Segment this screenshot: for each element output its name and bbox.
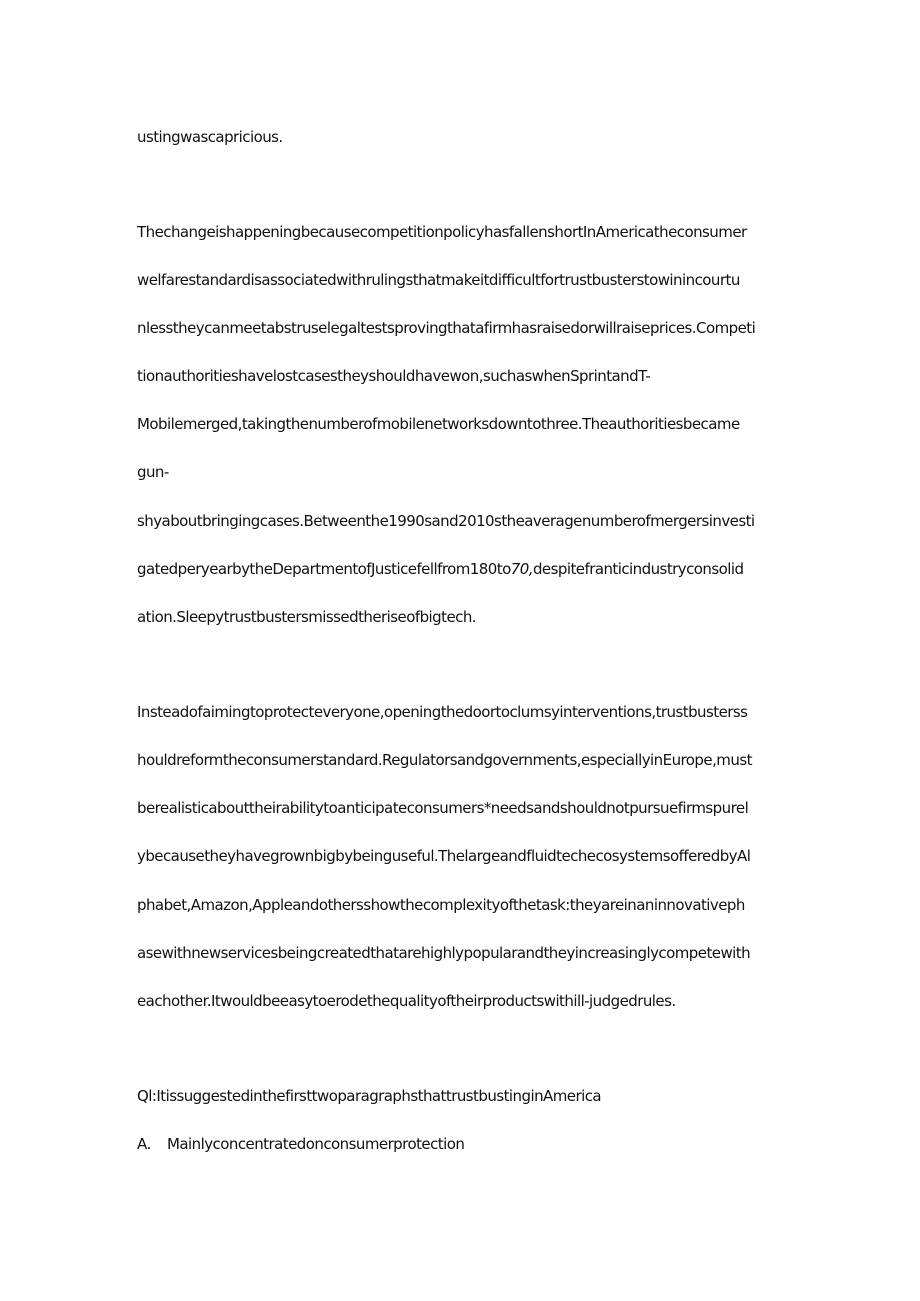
text-segment: gatedperyearbytheDepartmentofJusticefellfrom180to [137,560,511,578]
text-line: ThechangeishappeningbecausecompetitionpolicyhasfallenshortInAmericatheconsumer [137,223,747,241]
option-a [137,1134,464,1154]
option-text: Mainlyconcentratedonconsumerprotection [167,1135,465,1153]
text-line: shyaboutbringingcases.Betweenthe1990sand2010stheaveragenumberofmergersinvesti [137,512,755,530]
text-segment: despitefranticindustryconsolid [532,560,744,578]
text-line: Insteadofaimingtoprotecteveryone,openingthedoortoclumsyinterventions,trustbusterss [137,703,748,721]
italic-number: 70, [510,560,533,578]
text-line: Mobilemerged,takingthenumberofmobilenetworksdowntothree.Theauthoritiesbecame [137,415,740,433]
text-line: ybecausetheyhavegrownbigbybeinguseful.ThelargeandfluidtechecosystemsofferedbyAl [137,847,751,865]
text-line: asewithnewservicesbeingcreatedthatarehighlypopularandtheyincreasinglycompetewith [137,944,751,962]
text-line: nlesstheycanmeetabstruselegaltestsprovingthatafirmhasraisedorwillraiseprices.Competi [137,319,756,337]
text-line: phabet,Amazon,Appleandothersshowthecomplexityofthetask:theyareinaninnovativeph [137,896,745,914]
text-line: ustingwascapricious. [137,128,283,146]
text-line: berealisticabouttheirabilitytoanticipateconsumers*needsandshouldnotpursuefirmspurel [137,799,749,817]
option-letter: A. [137,1135,151,1153]
question-text: Ql:ItissuggestedinthefirsttwoparagraphsthattrustbustinginAmerica [137,1087,602,1105]
text-line: eachother.Itwouldbeeasytoerodethequalityoftheirproductswithill-judgedrules. [137,992,676,1010]
text-line: ation.Sleepytrustbustersmissedtheriseofbigtech. [137,608,477,626]
text-line: gun- [137,463,169,481]
text-line: tionauthoritieshavelostcasestheyshouldhavewon,suchaswhenSprintandT- [137,367,651,385]
text-line [137,559,743,579]
text-line: welfarestandardisassociatedwithrulingsthatmakeitdifficultfortrustbusterstowinincourtu [137,271,740,289]
text-line: houldreformtheconsumerstandard.Regulatorsandgovernments,especiallyinEurope,must [137,751,752,769]
